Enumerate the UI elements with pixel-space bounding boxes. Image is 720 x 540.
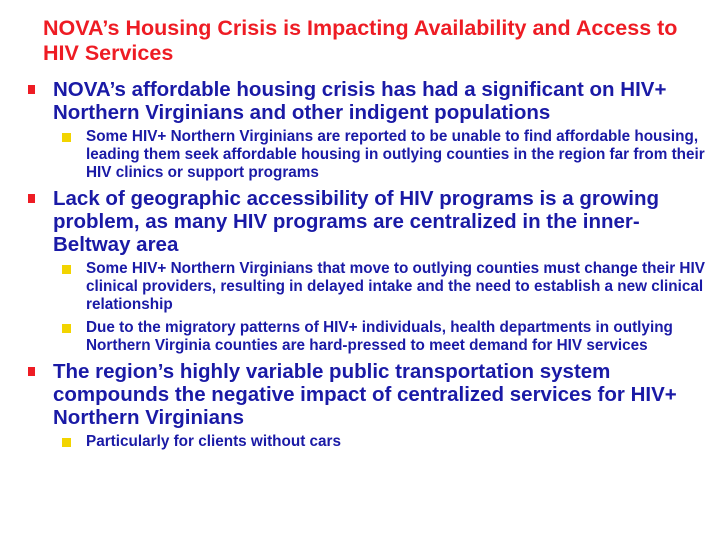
square-sub-bullet-icon bbox=[62, 438, 71, 447]
square-bullet-icon bbox=[28, 194, 35, 203]
bullet-item bbox=[26, 187, 706, 256]
sub-bullet-item bbox=[26, 319, 706, 355]
sub-bullet-text: Particularly for clients without cars bbox=[86, 433, 342, 450]
sub-bullet-text: Some HIV+ Northern Virginians that move to outlying counties must change their HIV clinical providers, resulting in delayed intake and the need to establish a new clinical relationship bbox=[86, 260, 705, 313]
sub-bullet-item bbox=[26, 128, 706, 182]
sub-bullet-text: Some HIV+ Northern Virginians are reported to be unable to find affordable housing, leading them seek affordable housing in outlying counties in the region far from their HIV clinics or support programs bbox=[86, 128, 705, 181]
bullet-text: NOVA’s affordable housing crisis has had a significant on HIV+ Northern Virginians and other indigent populations bbox=[53, 78, 667, 124]
slide-title: NOVA’s Housing Crisis is Impacting Availability and Access to HIV Services bbox=[43, 16, 678, 65]
square-sub-bullet-icon bbox=[62, 265, 71, 274]
sub-bullet-text: Due to the migratory patterns of HIV+ individuals, health departments in outlying Northern Virginia counties are hard-pressed to meet demand for HIV services bbox=[86, 319, 673, 354]
square-bullet-icon bbox=[28, 85, 35, 94]
square-bullet-icon bbox=[28, 367, 35, 376]
bullet-item bbox=[26, 78, 706, 124]
sub-bullet-item bbox=[26, 260, 706, 314]
bullet-text: Lack of geographic accessibility of HIV programs is a growing problem, as many HIV programs are centralized in the inner-Beltway area bbox=[53, 187, 660, 256]
bullet-text: The region’s highly variable public transportation system compounds the negative impact of centralized services for HIV+ Northern Virginians bbox=[53, 360, 677, 429]
bullet-item bbox=[26, 360, 706, 429]
square-sub-bullet-icon bbox=[62, 324, 71, 333]
bullet-list bbox=[26, 78, 706, 456]
sub-bullet-item bbox=[26, 433, 706, 451]
square-sub-bullet-icon bbox=[62, 133, 71, 142]
